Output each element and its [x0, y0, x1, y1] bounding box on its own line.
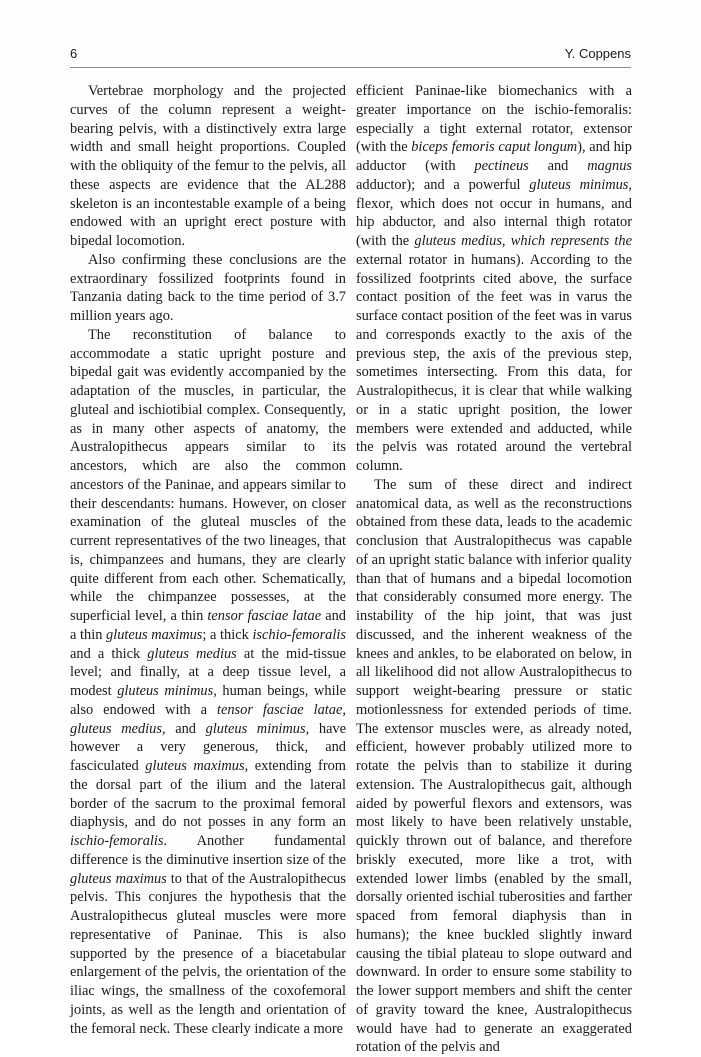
header-rule [70, 67, 631, 68]
text-run: , human beings, while also endowed with a [70, 683, 346, 718]
text-run: to that of the Australopithecus pelvis. This conjures the hypothesis that the Australopithecus gluteal muscles were more representative of Paninae. This is also supported by the presence of a biacetabular enlargement of the pelvis, the orientation of the iliac wings, the smallness of the coxofemoral joints, as well as the length and orientation of the femoral neck. These clearly indicate a more [70, 870, 346, 1037]
italic-term: gluteus medius [70, 720, 162, 737]
text-run: and a thick [70, 645, 148, 662]
text-run: efficient Paninae-like biomechanics with a greater importance on the ischio-femoralis: especially a tight external rotator, extensor (with the [356, 83, 632, 156]
text-run: The reconstitution of balance to accommodate a static upright posture and bipedal gait was evidently accompanied by the adaptation of the muscles, in particular, the gluteal and ischiotibial complex. Consequently, as in many other aspects of anatomy, the Australopithecus appears similar to its ancestors, which are also the common ancestors of the Paninae, and appears similar to their descendants: humans. However, on closer examination of the gluteal muscles of the current representatives of the two lineages, that is, chimpanzees and humans, they are clearly quite different from each other. Schematically, while the chimpanzee possesses, at the superficial level, a thin [70, 326, 346, 624]
text-run: , have however a very generous, thick, and fasciculated [70, 720, 346, 774]
running-header [70, 46, 631, 66]
text-run: , flexor, which does not occur in humans, and hip abductor, and also internal thigh rotator (with the [356, 176, 632, 249]
italic-term: gluteus minimus [205, 720, 306, 737]
paragraph [70, 326, 346, 1039]
left-column [70, 82, 346, 1038]
text-run: at the mid-tissue level; and finally, at a deep tissue level, a modest [70, 645, 346, 699]
paragraph-continued [356, 82, 632, 476]
italic-term: tensor fasciae latae [207, 608, 322, 624]
italic-term: gluteus medius [147, 645, 237, 662]
italic-term: gluteus maximus [70, 870, 167, 887]
italic-term: ischio-femoralis [70, 833, 164, 849]
text-run: and a thin [70, 608, 346, 643]
right-column [356, 82, 632, 1057]
italic-term: gluteus maximus [106, 626, 203, 643]
text-run: , [501, 233, 511, 249]
text-run: ; a thick [202, 626, 253, 643]
italic-term: gluteus minimus [529, 176, 629, 193]
text-run: , and [161, 720, 206, 737]
italic-term: ischio-femoralis [252, 626, 346, 643]
italic-term: gluteus maximus [145, 758, 245, 774]
text-run: external rotator in humans). According to the fossilized footprints cited above, the surface contact position of the feet was in varus the surface contact position of the feet was in varus and corresponds exactly to the axis of the previous step, the axis of the previous step, sometimes intersecting. From this data, for Australopithecus, it is clear that while walking or in a static upright position, the lower members were extended and adducted, while the pelvis was rotated around the vertebral column. [356, 251, 632, 474]
running-head-author: Y. Coppens [564, 46, 631, 61]
italic-term: gluteus minimus [117, 683, 214, 699]
paragraph: Also confirming these conclusions are the extraordinary fossilized footprints found in Tanzania dating back to the time period of 3.7 million years ago. [70, 251, 346, 324]
text-run: , extending from the dorsal part of the ilium and the lateral border of the sacrum to the proximal femoral diaphysis, and do not posses in any form an [70, 758, 347, 831]
text-run: ), and hip adductor (with [356, 139, 632, 174]
paragraph: The sum of these direct and indirect anatomical data, as well as the reconstructions obtained from these data, leads to the academic conclusion that Australopithecus was capable of an upright static balance with inferior quality than that of humans and a bipedal locomotion that considerably consumed more energy. The instability of the hip joint, that was just discussed, and the inherent weakness of the knees and ankles, to be elaborated on below, in all likelihood did not allow Australopithecus to support weight-bearing pressure or static motionlessness for extended periods of time. The extensor muscles were, as already noted, efficient, however probably utilized more to rotate the pelvis than to stabilize it during extension. The Australopithecus gait, although aided by powerful flexors and extensors, was most likely to have been relatively unstable, quickly thrown out of balance, and therefore briskly executed, more like a trot, with extended lower limbs (enabled by the small, dorsally oriented ischial tuberosities and farther spaced from femoral diaphysis than in humans); the knee buckled slightly inward causing the tibial plateau to slope outward and downward. In order to ensure some stability to the lower support members and shift the center of gravity toward the knee, Australopithecus would have had to generate an exaggerated rotation of the pelvis and [356, 476, 632, 1056]
text-run: , [342, 701, 346, 718]
italic-term: magnus [587, 158, 632, 174]
italic-term: tensor fasciae latae [216, 701, 343, 718]
page-number: 6 [70, 46, 78, 61]
text-run: adductor); and a powerful [356, 176, 530, 193]
italic-term: which represents the [510, 233, 632, 249]
italic-term: pectineus [474, 158, 529, 174]
paragraph: Vertebrae morphology and the projected curves of the column represent a weight-bearing pelvis, with a distinctively extra large width and small height proportions. Coupled with the obliquity of the femur to the pelvis, all these aspects are evidence that the AL288 skeleton is an incontestable example of a being endowed with an upright erect posture with bipedal locomotion. [70, 83, 346, 249]
text-run: . Another fundamental difference is the diminutive insertion size of the [70, 833, 346, 868]
italic-term: gluteus medius [414, 233, 502, 249]
italic-term: biceps femoris caput longum [411, 139, 578, 156]
text-run: and [528, 158, 588, 174]
